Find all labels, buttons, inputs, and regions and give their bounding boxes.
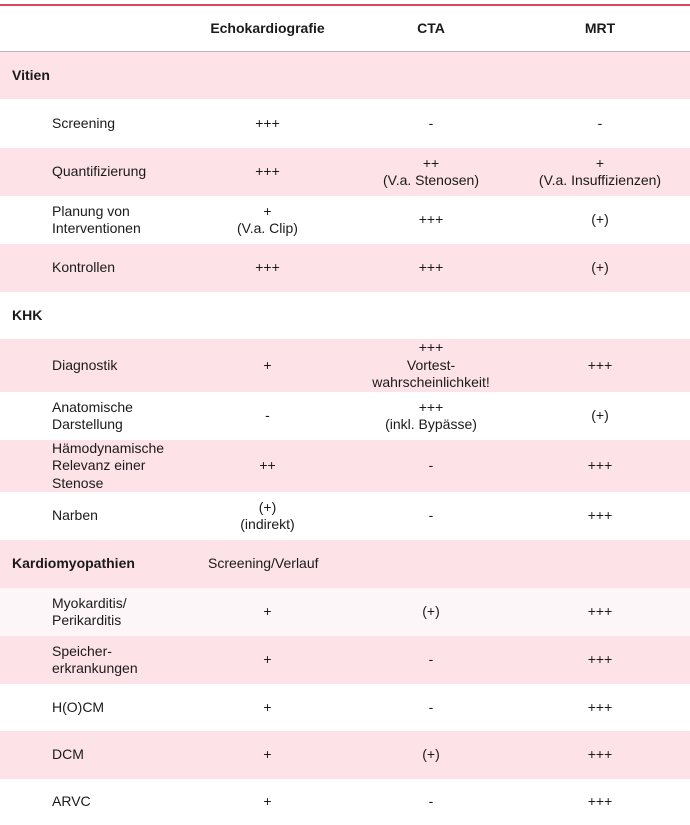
section-note-cell: [208, 540, 408, 588]
mrt-value: +++: [587, 356, 613, 373]
echo-value: +: [263, 746, 272, 763]
mrt-value: +++: [587, 746, 613, 763]
mrt-value-cell: [515, 731, 685, 779]
cta-value: +++: [418, 259, 444, 276]
echo-value-cell: [190, 588, 345, 636]
row-label: Screening: [52, 114, 116, 131]
section-row: [0, 292, 690, 339]
table-row: [0, 636, 690, 684]
row-label-cell: [52, 588, 202, 636]
row-label: DCM: [52, 746, 84, 763]
mrt-value: +++: [587, 698, 613, 715]
header-cta: CTA: [417, 19, 445, 36]
mrt-value-cell: [515, 339, 685, 392]
row-label: ARVC: [52, 793, 91, 810]
echo-value-cell: [190, 196, 345, 244]
row-label-cell: [52, 636, 202, 684]
table-row: [0, 244, 690, 292]
cta-value: -: [428, 507, 434, 524]
table-row: [0, 392, 690, 440]
cta-value-cell: [350, 244, 512, 292]
row-label: Hämodynamische Relevanz einer Stenose: [52, 439, 165, 491]
cta-value-cell: [350, 196, 512, 244]
mrt-value: +++: [587, 651, 613, 668]
echo-value-cell: [190, 492, 345, 540]
mrt-value-cell: [515, 392, 685, 440]
row-label-cell: [52, 339, 202, 392]
mrt-value-cell: [515, 244, 685, 292]
table-row: [0, 588, 690, 636]
cta-value-cell: [350, 440, 512, 492]
section-label: KHK: [12, 306, 43, 323]
echo-value-cell: [190, 99, 345, 148]
cta-value: +++ (inkl. Bypässe): [385, 398, 477, 432]
echo-value: +: [263, 698, 272, 715]
echo-value-cell: [190, 148, 345, 196]
section-note: Screening/Verlauf: [208, 555, 319, 572]
cta-value: -: [428, 457, 434, 474]
row-label: Quantifizierung: [52, 163, 147, 180]
cta-value-cell: [350, 588, 512, 636]
cta-value: -: [428, 651, 434, 668]
row-label: Diagnostik: [52, 356, 118, 373]
cta-value: -: [428, 698, 434, 715]
mrt-value: +++: [587, 507, 613, 524]
row-label-cell: [52, 684, 202, 731]
echo-value: (+) (indirekt): [240, 498, 295, 532]
row-label-cell: [52, 99, 202, 148]
table-row: [0, 684, 690, 731]
echo-value-cell: [190, 339, 345, 392]
mrt-value: (+): [591, 211, 609, 228]
table-header-row: [0, 6, 690, 51]
section-label-cell: [12, 292, 202, 339]
mrt-value: +++: [587, 603, 613, 620]
echo-value-cell: [190, 684, 345, 731]
echo-value: +++: [255, 259, 280, 276]
cta-value-cell: [350, 148, 512, 196]
echo-value: ++: [259, 457, 276, 474]
row-label: Planung von Interventionen: [52, 202, 141, 236]
row-label-cell: [52, 244, 202, 292]
row-label: Kontrollen: [52, 259, 116, 276]
row-label: Anatomische Darstellung: [52, 398, 133, 432]
header-echokardiografie: Echokardiografie: [210, 19, 325, 36]
echo-value: + (V.a. Clip): [237, 202, 298, 236]
echo-value-cell: [190, 440, 345, 492]
section-row: [0, 52, 690, 99]
row-label-cell: [52, 779, 202, 825]
row-label: Myokarditis/ Perikarditis: [52, 594, 127, 628]
row-label-cell: [52, 196, 202, 244]
echo-value: +++: [255, 163, 280, 180]
table-row: [0, 196, 690, 244]
table-row: [0, 440, 690, 492]
cta-value-cell: [350, 731, 512, 779]
mrt-value-cell: [515, 636, 685, 684]
section-label: Vitien: [12, 66, 50, 83]
echo-value: +++: [255, 114, 280, 131]
echo-value-cell: [190, 636, 345, 684]
cta-value: +++: [418, 211, 444, 228]
table-row: [0, 731, 690, 779]
cta-value-cell: [350, 339, 512, 392]
row-label-cell: [52, 392, 202, 440]
mrt-value-cell: [515, 440, 685, 492]
cta-value: +++ Vortest- wahrscheinlichkeit!: [372, 339, 490, 391]
header-mrt: MRT: [584, 19, 616, 36]
section-row: [0, 540, 690, 588]
table-row: [0, 339, 690, 392]
echo-value: +: [263, 603, 272, 620]
mrt-value-cell: [515, 492, 685, 540]
row-label: Narben: [52, 507, 98, 524]
table-row: [0, 492, 690, 540]
echo-value: +: [263, 356, 272, 373]
cta-value: (+): [422, 603, 440, 620]
cta-value-cell: [350, 684, 512, 731]
cta-value: -: [428, 114, 434, 131]
mrt-value: + (V.a. Insuffizienzen): [538, 154, 662, 188]
cta-value-cell: [350, 99, 512, 148]
section-label-cell: [12, 540, 202, 588]
echo-value-cell: [190, 392, 345, 440]
cta-value: ++ (V.a. Stenosen): [383, 154, 479, 188]
mrt-value: (+): [591, 259, 609, 276]
mrt-value-cell: [515, 99, 685, 148]
mrt-value-cell: [515, 588, 685, 636]
section-label-cell: [12, 52, 202, 99]
echo-value-cell: [190, 244, 345, 292]
mrt-value-cell: [515, 684, 685, 731]
row-label-cell: [52, 731, 202, 779]
mrt-value: +++: [587, 793, 613, 810]
row-label: Speicher- erkrankungen: [52, 642, 138, 676]
section-label: Kardiomyopathien: [12, 555, 135, 572]
mrt-value-cell: [515, 148, 685, 196]
mrt-value-cell: [515, 779, 685, 825]
table-row: [0, 779, 690, 825]
row-label: H(O)CM: [52, 698, 105, 715]
cta-value-cell: [350, 636, 512, 684]
echo-value: -: [265, 407, 270, 424]
table-row: [0, 148, 690, 196]
row-label-cell: [52, 440, 202, 492]
echo-value-cell: [190, 779, 345, 825]
row-label-cell: [52, 148, 202, 196]
cta-value: (+): [422, 746, 440, 763]
cta-value-cell: [350, 779, 512, 825]
cta-value: -: [428, 793, 434, 810]
echo-value-cell: [190, 731, 345, 779]
table-row: [0, 99, 690, 148]
mrt-value-cell: [515, 196, 685, 244]
mrt-value: (+): [591, 407, 609, 424]
echo-value: +: [263, 651, 272, 668]
row-label-cell: [52, 492, 202, 540]
echo-value: +: [263, 793, 272, 810]
mrt-value: +++: [587, 457, 613, 474]
mrt-value: -: [597, 114, 603, 131]
cta-value-cell: [350, 492, 512, 540]
cta-value-cell: [350, 392, 512, 440]
